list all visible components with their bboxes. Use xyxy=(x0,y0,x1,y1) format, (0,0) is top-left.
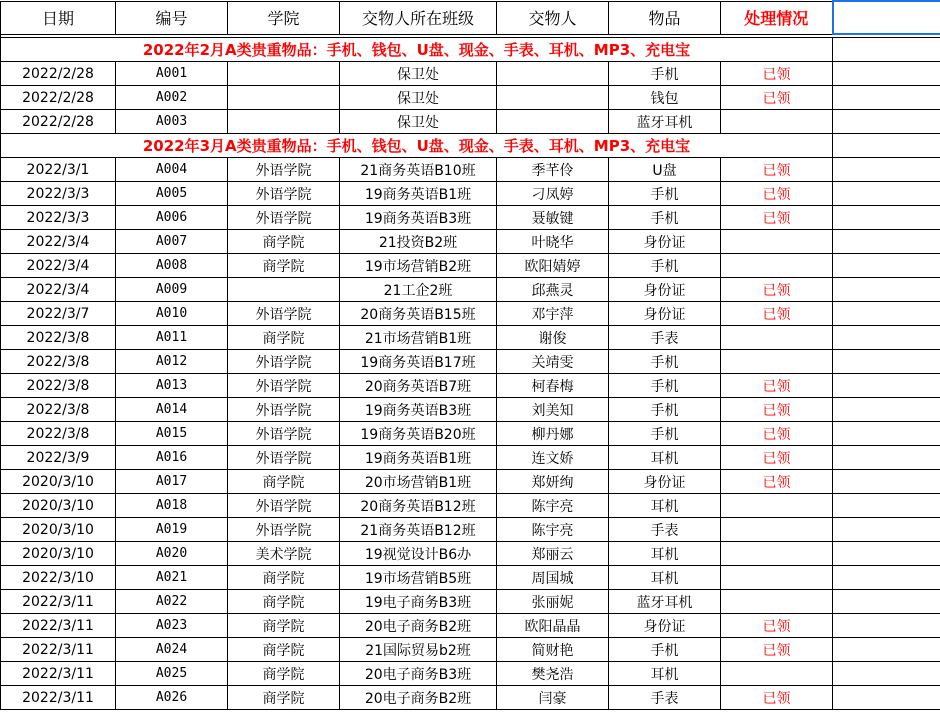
cell-class[interactable]: 21投资B2班 xyxy=(340,230,497,254)
cell-college[interactable]: 商学院 xyxy=(228,590,340,614)
cell-college[interactable] xyxy=(228,110,340,134)
cell-empty[interactable] xyxy=(833,494,940,518)
cell-submitter[interactable]: 刘美知 xyxy=(497,398,609,422)
table-row xyxy=(1,614,940,638)
cell-submitter[interactable] xyxy=(497,62,609,86)
cell-submitter[interactable]: 谢俊 xyxy=(497,326,609,350)
cell-submitter[interactable]: 闫豪 xyxy=(497,686,609,710)
cell-date[interactable]: 2022/3/3 xyxy=(1,206,116,230)
cell-class[interactable]: 20电子商务B2班 xyxy=(340,686,497,710)
cell-id[interactable]: A004 xyxy=(116,158,228,182)
cell-item[interactable]: 手机 xyxy=(609,422,721,446)
cell-date[interactable]: 2022/3/4 xyxy=(1,230,116,254)
table-row xyxy=(1,302,940,326)
cell-submitter[interactable] xyxy=(497,110,609,134)
header-item[interactable]: 物品 xyxy=(609,1,721,34)
cell-id[interactable]: A018 xyxy=(116,494,228,518)
cell-college[interactable] xyxy=(228,278,340,302)
cell-empty[interactable] xyxy=(833,422,940,446)
cell-status[interactable] xyxy=(721,350,833,374)
cell-submitter[interactable]: 欧阳婧婷 xyxy=(497,254,609,278)
cell-id[interactable]: A026 xyxy=(116,686,228,710)
cell-submitter[interactable]: 柯春梅 xyxy=(497,374,609,398)
cell-date[interactable]: 2022/3/11 xyxy=(1,662,116,686)
cell-date[interactable]: 2022/2/28 xyxy=(1,110,116,134)
cell-date[interactable]: 2020/3/10 xyxy=(1,518,116,542)
cell-college[interactable] xyxy=(228,86,340,110)
cell-empty[interactable] xyxy=(833,638,940,662)
table-row xyxy=(1,230,940,254)
cell-item[interactable]: 耳机 xyxy=(609,662,721,686)
cell-id[interactable]: A007 xyxy=(116,230,228,254)
cell-empty[interactable] xyxy=(833,470,940,494)
cell-status[interactable] xyxy=(721,590,833,614)
cell-submitter[interactable]: 郑妍绚 xyxy=(497,470,609,494)
cell-id[interactable]: A021 xyxy=(116,566,228,590)
cell-status[interactable]: 已领 xyxy=(721,470,833,494)
cell-empty[interactable] xyxy=(833,86,940,110)
cell-submitter[interactable]: 周国城 xyxy=(497,566,609,590)
selected-cell[interactable] xyxy=(833,1,940,34)
cell-college[interactable]: 外语学院 xyxy=(228,182,340,206)
cell-empty[interactable] xyxy=(833,302,940,326)
table-row xyxy=(1,518,940,542)
cell-date[interactable]: 2022/3/8 xyxy=(1,398,116,422)
cell-date[interactable]: 2022/3/8 xyxy=(1,326,116,350)
cell-class[interactable]: 20商务英语B15班 xyxy=(340,302,497,326)
cell-college[interactable]: 商学院 xyxy=(228,614,340,638)
header-id[interactable]: 编号 xyxy=(116,1,228,34)
table-row xyxy=(1,86,940,110)
table-row xyxy=(1,566,940,590)
cell-class[interactable]: 20电子商务B2班 xyxy=(340,614,497,638)
cell-date[interactable]: 2020/3/10 xyxy=(1,470,116,494)
table-row xyxy=(1,110,940,134)
table-row xyxy=(1,446,940,470)
cell-college[interactable] xyxy=(228,62,340,86)
cell-class[interactable]: 19商务英语B1班 xyxy=(340,446,497,470)
cell-submitter[interactable]: 张丽妮 xyxy=(497,590,609,614)
cell-id[interactable]: A010 xyxy=(116,302,228,326)
cell-college[interactable]: 商学院 xyxy=(228,326,340,350)
cell-date[interactable]: 2022/3/7 xyxy=(1,302,116,326)
cell-empty[interactable] xyxy=(833,62,940,86)
cell-submitter[interactable]: 欧阳晶晶 xyxy=(497,614,609,638)
cell-college[interactable]: 商学院 xyxy=(228,230,340,254)
cell-submitter[interactable]: 关靖雯 xyxy=(497,350,609,374)
cell-item[interactable]: 手机 xyxy=(609,398,721,422)
cell-date[interactable]: 2020/3/10 xyxy=(1,542,116,566)
cell-date[interactable]: 2022/3/11 xyxy=(1,590,116,614)
cell-status[interactable] xyxy=(721,662,833,686)
cell-item[interactable]: 手机 xyxy=(609,62,721,86)
cell-id[interactable]: A020 xyxy=(116,542,228,566)
cell-empty[interactable] xyxy=(833,182,940,206)
cell-class[interactable]: 21工企2班 xyxy=(340,278,497,302)
cell-date[interactable]: 2022/3/11 xyxy=(1,686,116,710)
header-submitter[interactable]: 交物人 xyxy=(497,1,609,34)
cell-status[interactable]: 已领 xyxy=(721,206,833,230)
cell-class[interactable]: 21商务英语B10班 xyxy=(340,158,497,182)
cell-date[interactable]: 2022/2/28 xyxy=(1,86,116,110)
header-college[interactable]: 学院 xyxy=(228,1,340,34)
cell-id[interactable]: A012 xyxy=(116,350,228,374)
cell-empty[interactable] xyxy=(833,278,940,302)
cell-college[interactable]: 商学院 xyxy=(228,686,340,710)
cell-status[interactable]: 已领 xyxy=(721,446,833,470)
cell-id[interactable]: A006 xyxy=(116,206,228,230)
cell-status[interactable]: 已领 xyxy=(721,182,833,206)
cell-item[interactable]: 手机 xyxy=(609,254,721,278)
cell-id[interactable]: A011 xyxy=(116,326,228,350)
table-row xyxy=(1,470,940,494)
cell-empty[interactable] xyxy=(833,350,940,374)
cell-college[interactable]: 外语学院 xyxy=(228,422,340,446)
cell-class[interactable]: 19市场营销B5班 xyxy=(340,566,497,590)
cell-class[interactable]: 21国际贸易b2班 xyxy=(340,638,497,662)
cell-class[interactable]: 20市场营销B1班 xyxy=(340,470,497,494)
table-row xyxy=(1,374,940,398)
cell-college[interactable]: 外语学院 xyxy=(228,350,340,374)
cell-date[interactable]: 2022/3/8 xyxy=(1,350,116,374)
cell-status[interactable] xyxy=(721,110,833,134)
cell-class[interactable]: 19商务英语B1班 xyxy=(340,182,497,206)
cell-date[interactable]: 2022/3/9 xyxy=(1,446,116,470)
cell-status[interactable]: 已领 xyxy=(721,398,833,422)
cell-item[interactable]: 身份证 xyxy=(609,302,721,326)
cell-college[interactable]: 外语学院 xyxy=(228,158,340,182)
cell-item[interactable]: 身份证 xyxy=(609,278,721,302)
cell-item[interactable]: 蓝牙耳机 xyxy=(609,110,721,134)
cell-item[interactable]: 手机 xyxy=(609,374,721,398)
cell-id[interactable]: A003 xyxy=(116,110,228,134)
cell-college[interactable]: 商学院 xyxy=(228,254,340,278)
cell-item[interactable]: 身份证 xyxy=(609,230,721,254)
cell-empty[interactable] xyxy=(833,398,940,422)
table-row xyxy=(1,686,940,710)
section-title[interactable]: 2022年3月A类贵重物品：手机、钱包、U盘、现金、手表、耳机、MP3、充电宝 xyxy=(1,134,833,158)
table-row xyxy=(1,254,940,278)
cell-submitter[interactable]: 叶晓华 xyxy=(497,230,609,254)
header-class[interactable]: 交物人所在班级 xyxy=(340,1,497,34)
cell-submitter[interactable]: 季芊伶 xyxy=(497,158,609,182)
cell-id[interactable]: A013 xyxy=(116,374,228,398)
table-row xyxy=(1,398,940,422)
cell-college[interactable]: 外语学院 xyxy=(228,518,340,542)
table-row xyxy=(1,542,940,566)
cell-empty[interactable] xyxy=(833,662,940,686)
cell-submitter[interactable]: 郑丽云 xyxy=(497,542,609,566)
cell-empty[interactable] xyxy=(833,590,940,614)
cell-submitter[interactable]: 简财艳 xyxy=(497,638,609,662)
cell-college[interactable]: 外语学院 xyxy=(228,446,340,470)
cell-item[interactable]: 手表 xyxy=(609,326,721,350)
cell-class[interactable]: 19电子商务B3班 xyxy=(340,590,497,614)
cell-item[interactable]: 手表 xyxy=(609,686,721,710)
cell-college[interactable]: 外语学院 xyxy=(228,494,340,518)
cell-date[interactable]: 2022/3/4 xyxy=(1,278,116,302)
cell-status[interactable] xyxy=(721,230,833,254)
cell-date[interactable]: 2020/3/10 xyxy=(1,494,116,518)
cell-empty[interactable] xyxy=(833,686,940,710)
table-row xyxy=(1,638,940,662)
cell-id[interactable]: A001 xyxy=(116,62,228,86)
cell-status[interactable] xyxy=(721,542,833,566)
cell-id[interactable]: A019 xyxy=(116,518,228,542)
cell-item[interactable]: 手机 xyxy=(609,182,721,206)
section-title[interactable]: 2022年2月A类贵重物品：手机、钱包、U盘、现金、手表、耳机、MP3、充电宝 xyxy=(1,38,833,62)
cell-id[interactable]: A002 xyxy=(116,86,228,110)
cell-status[interactable] xyxy=(721,566,833,590)
cell-class[interactable]: 19市场营销B2班 xyxy=(340,254,497,278)
cell-date[interactable]: 2022/3/8 xyxy=(1,422,116,446)
cell-submitter[interactable] xyxy=(497,86,609,110)
cell-id[interactable]: A025 xyxy=(116,662,228,686)
cell-submitter[interactable]: 柳丹娜 xyxy=(497,422,609,446)
cell-id[interactable]: A014 xyxy=(116,398,228,422)
table-row xyxy=(1,206,940,230)
cell-college[interactable]: 外语学院 xyxy=(228,206,340,230)
table-row xyxy=(1,182,940,206)
cell-id[interactable]: A017 xyxy=(116,470,228,494)
cell-empty[interactable] xyxy=(833,158,940,182)
cell-id[interactable]: A023 xyxy=(116,614,228,638)
cell-empty[interactable] xyxy=(833,326,940,350)
cell-status[interactable]: 已领 xyxy=(721,374,833,398)
cell-date[interactable]: 2022/3/3 xyxy=(1,182,116,206)
cell-submitter[interactable]: 陈宇亮 xyxy=(497,494,609,518)
cell-status[interactable]: 已领 xyxy=(721,638,833,662)
cell-item[interactable]: 手机 xyxy=(609,206,721,230)
cell-item[interactable]: 钱包 xyxy=(609,86,721,110)
cell-empty[interactable] xyxy=(833,38,940,62)
cell-college[interactable]: 外语学院 xyxy=(228,374,340,398)
cell-item[interactable]: 身份证 xyxy=(609,614,721,638)
cell-item[interactable]: 耳机 xyxy=(609,494,721,518)
cell-status[interactable]: 已领 xyxy=(721,686,833,710)
table-row xyxy=(1,350,940,374)
cell-empty[interactable] xyxy=(833,206,940,230)
cell-date[interactable]: 2022/3/11 xyxy=(1,638,116,662)
cell-item[interactable]: 耳机 xyxy=(609,446,721,470)
table-row xyxy=(1,158,940,182)
cell-college[interactable]: 商学院 xyxy=(228,566,340,590)
cell-item[interactable]: 手机 xyxy=(609,350,721,374)
cell-college[interactable]: 美术学院 xyxy=(228,542,340,566)
cell-id[interactable]: A008 xyxy=(116,254,228,278)
cell-submitter[interactable]: 邱燕灵 xyxy=(497,278,609,302)
cell-class[interactable]: 19商务英语B20班 xyxy=(340,422,497,446)
cell-class[interactable]: 20商务英语B7班 xyxy=(340,374,497,398)
cell-empty[interactable] xyxy=(833,254,940,278)
cell-empty[interactable] xyxy=(833,542,940,566)
cell-item[interactable]: 耳机 xyxy=(609,542,721,566)
section-title-row xyxy=(1,38,940,62)
cell-id[interactable]: A016 xyxy=(116,446,228,470)
cell-college[interactable]: 外语学院 xyxy=(228,398,340,422)
table-row xyxy=(1,278,940,302)
cell-item[interactable]: 耳机 xyxy=(609,566,721,590)
cell-status[interactable] xyxy=(721,494,833,518)
cell-empty[interactable] xyxy=(833,518,940,542)
cell-class[interactable]: 19商务英语B3班 xyxy=(340,398,497,422)
cell-class[interactable]: 19商务英语B3班 xyxy=(340,206,497,230)
cell-date[interactable]: 2022/3/1 xyxy=(1,158,116,182)
cell-id[interactable]: A005 xyxy=(116,182,228,206)
cell-item[interactable]: 手机 xyxy=(609,638,721,662)
cell-id[interactable]: A024 xyxy=(116,638,228,662)
cell-submitter[interactable]: 刁凤婷 xyxy=(497,182,609,206)
cell-date[interactable]: 2022/2/28 xyxy=(1,62,116,86)
cell-college[interactable]: 外语学院 xyxy=(228,302,340,326)
table-row xyxy=(1,422,940,446)
cell-empty[interactable] xyxy=(833,374,940,398)
cell-empty[interactable] xyxy=(833,134,940,158)
cell-status[interactable] xyxy=(721,326,833,350)
cell-class[interactable]: 19商务英语B17班 xyxy=(340,350,497,374)
cell-item[interactable]: 身份证 xyxy=(609,470,721,494)
cell-empty[interactable] xyxy=(833,230,940,254)
cell-empty[interactable] xyxy=(833,110,940,134)
table-row xyxy=(1,326,940,350)
cell-status[interactable]: 已领 xyxy=(721,302,833,326)
cell-class[interactable]: 20商务英语B12班 xyxy=(340,494,497,518)
cell-id[interactable]: A022 xyxy=(116,590,228,614)
table-row xyxy=(1,590,940,614)
cell-status[interactable] xyxy=(721,254,833,278)
cell-status[interactable]: 已领 xyxy=(721,278,833,302)
cell-empty[interactable] xyxy=(833,614,940,638)
cell-item[interactable]: U盘 xyxy=(609,158,721,182)
cell-class[interactable]: 保卫处 xyxy=(340,86,497,110)
cell-college[interactable]: 商学院 xyxy=(228,470,340,494)
cell-class[interactable]: 19视觉设计B6办 xyxy=(340,542,497,566)
cell-class[interactable]: 20电子商务B3班 xyxy=(340,662,497,686)
cell-date[interactable]: 2022/3/8 xyxy=(1,374,116,398)
cell-class[interactable]: 21商务英语B12班 xyxy=(340,518,497,542)
cell-college[interactable]: 商学院 xyxy=(228,662,340,686)
cell-empty[interactable] xyxy=(833,446,940,470)
cell-submitter[interactable]: 聂敏键 xyxy=(497,206,609,230)
cell-status[interactable]: 已领 xyxy=(721,614,833,638)
cell-status[interactable]: 已领 xyxy=(721,158,833,182)
cell-id[interactable]: A015 xyxy=(116,422,228,446)
cell-submitter[interactable]: 陈宇亮 xyxy=(497,518,609,542)
table-row xyxy=(1,62,940,86)
header-status[interactable]: 处理情况 xyxy=(721,1,833,34)
cell-status[interactable]: 已领 xyxy=(721,86,833,110)
table-row xyxy=(1,494,940,518)
cell-date[interactable]: 2022/3/11 xyxy=(1,614,116,638)
cell-date[interactable]: 2022/3/10 xyxy=(1,566,116,590)
cell-status[interactable]: 已领 xyxy=(721,422,833,446)
cell-submitter[interactable]: 连文娇 xyxy=(497,446,609,470)
cell-status[interactable]: 已领 xyxy=(721,62,833,86)
table-row xyxy=(1,662,940,686)
cell-status[interactable] xyxy=(721,518,833,542)
cell-college[interactable]: 商学院 xyxy=(228,638,340,662)
cell-item[interactable]: 手表 xyxy=(609,518,721,542)
cell-item[interactable]: 蓝牙耳机 xyxy=(609,590,721,614)
cell-empty[interactable] xyxy=(833,566,940,590)
cell-id[interactable]: A009 xyxy=(116,278,228,302)
cell-class[interactable]: 保卫处 xyxy=(340,62,497,86)
cell-date[interactable]: 2022/3/4 xyxy=(1,254,116,278)
cell-class[interactable]: 21市场营销B1班 xyxy=(340,326,497,350)
cell-submitter[interactable]: 邓宇萍 xyxy=(497,302,609,326)
header-date[interactable]: 日期 xyxy=(1,1,116,34)
section-title-row xyxy=(1,134,940,158)
cell-class[interactable]: 保卫处 xyxy=(340,110,497,134)
header-row xyxy=(1,1,940,34)
cell-submitter[interactable]: 樊尧浩 xyxy=(497,662,609,686)
